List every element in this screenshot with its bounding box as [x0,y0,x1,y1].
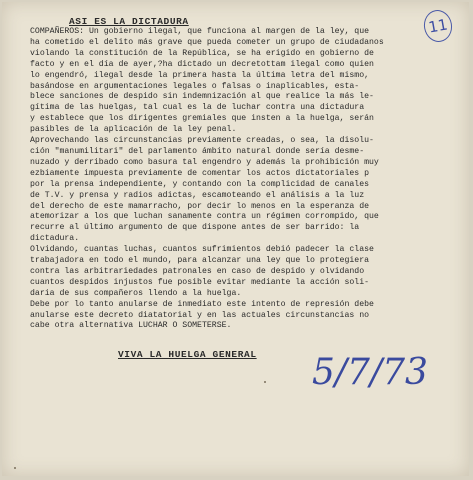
body-line: de T.V. y prensa y radios adictas, escamoteando el análisis a la luz [30,190,365,200]
body-line: anularse este decreto diatatorial y en las actuales circunstancias no [30,310,370,320]
body-line: ción "manumilitari" del parlamento ámbito natural donde sería desme- [30,146,365,156]
document-page [2,2,469,476]
body-line: recurre al último argumento de que dispone antes de ser barrido: la [30,223,360,233]
body-line: Aprovechando las circunstancias previamente creadas, o sea, la disolu- [30,136,374,146]
body-line: por la prensa independiente, y contando con la complicidad de canales [30,179,370,189]
page-number-circle: 11 [421,8,454,44]
document-body [30,27,450,332]
body-line: nuzado y derribado como basura tal engendro y además la prohibición muy [30,157,379,167]
handwritten-date-text: 5/7/73 [312,352,428,392]
body-line: del derecho de este mamarracho, por decir lo menos en la esperanza de [30,201,370,211]
closing-slogan: VIVA LA HUELGA GENERAL [118,349,257,360]
body-line: contra las arbitrariedades patronales en caso de despido y olvidando [30,266,365,276]
body-line: Olvidando, cuantas luchas, cuantos sufrimientos debió padecer la clase [30,245,374,255]
body-line: dictadura. [30,234,80,244]
body-line: blece sanciones de despido sin indemnización al que realice la más le- [30,92,374,102]
body-line: ezbiamente impuesta previamente de comentar los actos dictatoriales p [30,168,370,178]
body-line: lo engendró, ilegal desde la primera hasta la última letra del mismo, [30,70,370,80]
body-line: pasibles de la aplicación de la ley penal. [30,125,237,135]
body-line: daria de sus compañeros llendo a la huelga. [30,288,242,298]
body-line: facto y en el día de ayer,?ha dictado un decretottam ilegal como quien [30,59,374,69]
body-line: cuantos despidos injustos fue posible evitar mediante la acción soli- [30,277,370,287]
body-line: cabe otra alternativa LUCHAR O SOMETERSE. [30,321,232,331]
body-line: atemorizar a los que luchan sanamente contra un régimen corrompido, que [30,212,379,222]
body-line: ha cometido el delito más grave que pueda cometer un grupo de ciudadanos [30,37,384,47]
body-line: Debe por lo tanto anularse de inmediato este intento de represión debe [30,299,374,309]
paper-speck [14,467,16,469]
body-line: trabajadora en todo el mundo, para alcanzar una ley que lo protegiera [30,256,370,266]
body-line: basándose en argumentaciones legales o falsas o inaplicables, esta- [30,81,360,91]
handwritten-date [310,348,430,392]
body-line: violando la constitución de la República, se ha erigido en gobierno de [30,48,374,58]
body-line: COMPAÑEROS: Un gobierno ilegal, que funciona al margen de la ley, que [30,27,370,36]
document-title: ASI ES LA DICTADURA [69,16,189,27]
paper-speck [264,381,266,383]
body-line: gítima de las huelgas, tal cual es la de luchar contra una dictadura [30,103,365,113]
body-line: y establece que los dirigentes gremiales que insten a la huelga, serán [30,114,374,124]
